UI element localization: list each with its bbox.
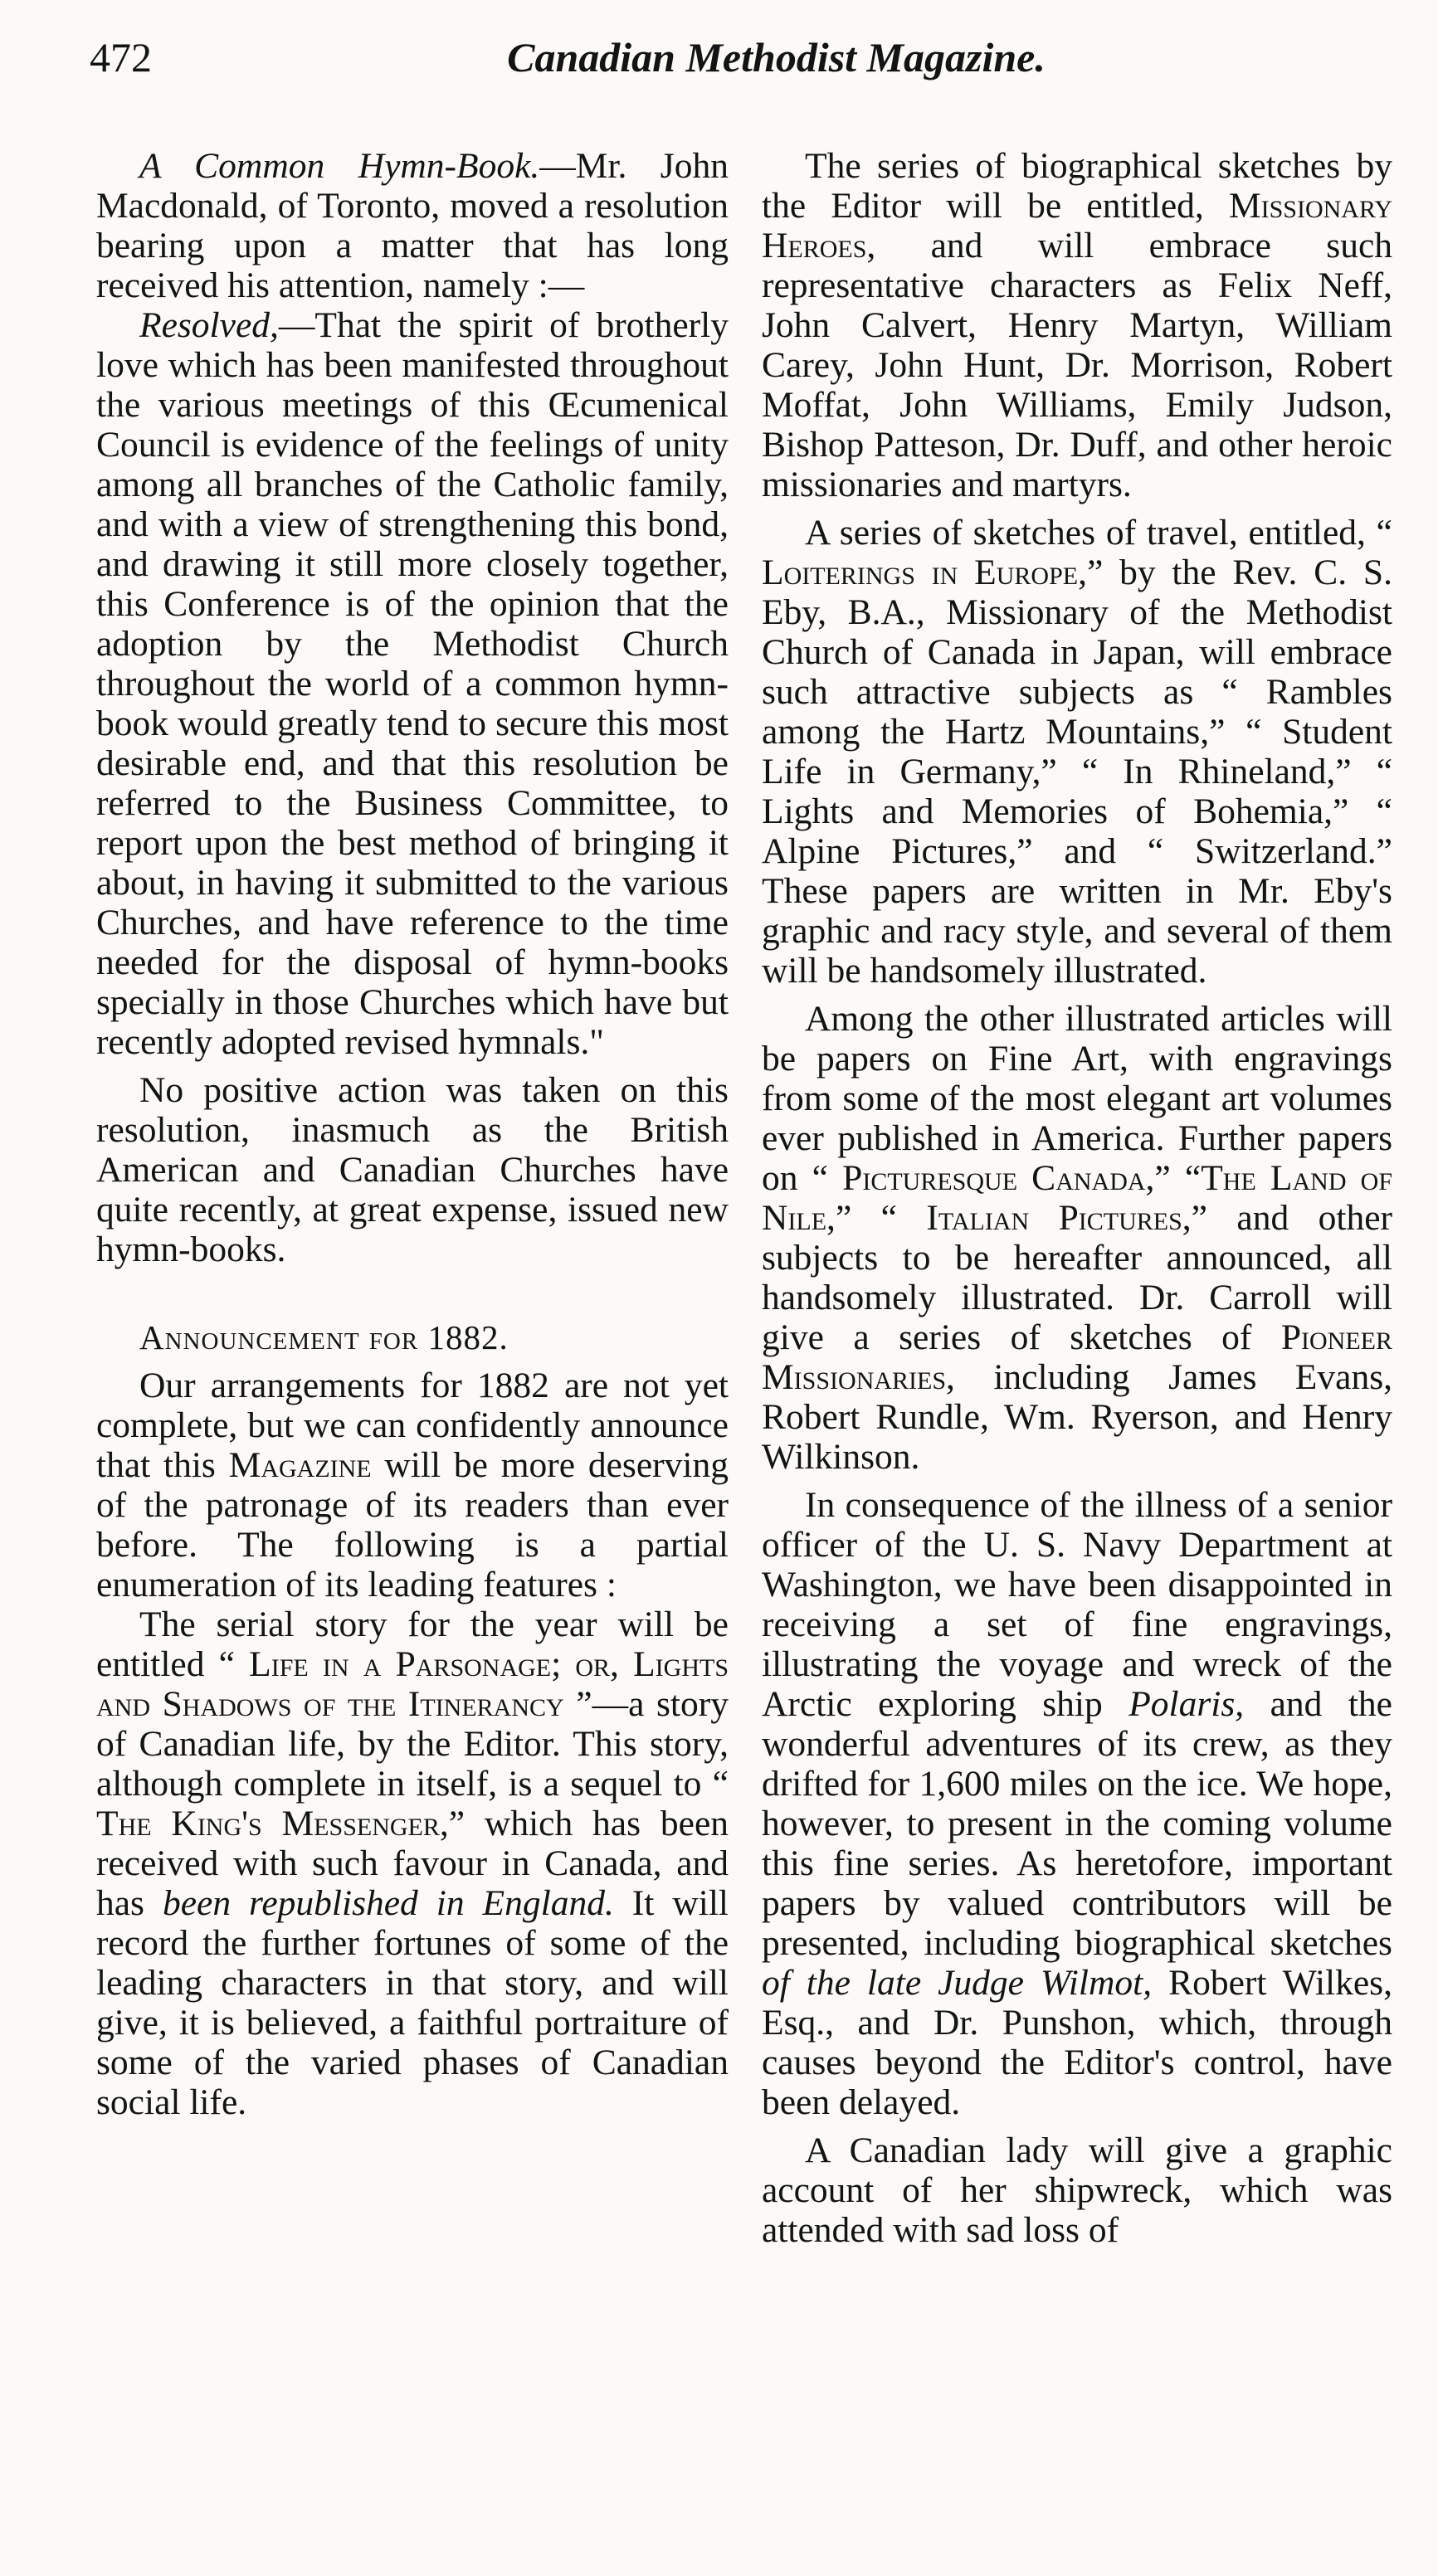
pioneer-missionaries-title: Pioneer Missionaries,	[762, 1317, 1392, 1397]
loiterings-title: Loiterings in Europe,	[762, 553, 1087, 592]
resolution-paragraph: Resolved,—That the spirit of brotherly love which has been manifested throughout the various meetings of this Œcumenical Council is evidence of the feelings of unity among all branches of the Catholic family, and with a view of strengthening this bond, and drawing it still more closely together, this Conference is of the opinion that the adoption by the Methodist Church throughout the world of a common hymn-book would greatly tend to secure this most desirable end, and that this resolution be referred to the Business Committee, to report upon the best method of bringing it about, in having it submitted to the various Churches, and have reference to the time needed for the disposal of hymn-books specially in those Churches which have but recently adopted revised hymnals."	[96, 305, 729, 1062]
arrangements-paragraph: Our arrangements for 1882 are not yet complete, but we can confidently announce that this Magazine will be more deserving of the patronage of its readers than ever before. The following is a partial enumeration of its leading features :	[96, 1366, 729, 1605]
missionary-heroes-title: Missionary Heroes,	[762, 186, 1392, 265]
fine-art-paragraph: Among the other illustrated articles will be papers on Fine Art, with engravings from some of the most elegant art volumes ever published in America. Further papers on “ Picturesque Canada,” “The Land of Nile,” “ Italian Pictures,” and other subjects to be hereafter announced, all handsomely illustrated. Dr. Carroll will give a series of sketches of Pioneer Missionaries, including James Evans, Robert Rundle, Wm. Ryerson, and Henry Wilkinson.	[762, 999, 1393, 1477]
journal-title: Canadian Methodist Magazine.	[507, 34, 1046, 80]
kings-messenger-title: The King's Messenger,	[96, 1804, 449, 1843]
italian-pictures-title: Italian Pictures,	[926, 1198, 1192, 1238]
announcement-heading: Announcement for 1882.	[139, 1318, 509, 1356]
no-action-paragraph: No positive action was taken on this resolution, inasmuch as the British American and Canadian Churches have quite recently, at great expense, issued new hymn-books.	[96, 1070, 729, 1269]
travel-paragraph: A series of sketches of travel, entitled, “ Loiterings in Europe,” by the Rev. C. S. Eby, B.A., Missionary of the Methodist Church of Canada in Japan, will embrace such attractive subjects as “ Rambles among the Hartz Mountains,” “ Student Life in Germany,” “ In Rhineland,” “ Lights and Memories of Bohemia,” “ Alpine Pictures,” and “ Switzerland.” These papers are written in Mr. Eby's graphic and racy style, and several of them will be handsomely illustrated.	[762, 513, 1392, 991]
land-of-nile-title: The Land of Nile,	[762, 1158, 1393, 1238]
magazine-name: Magazine	[228, 1445, 372, 1485]
left-column	[96, 146, 729, 2122]
polaris-ship-name: Polaris,	[1128, 1684, 1245, 1724]
hymn-book-heading: A Common Hymn-Book.	[139, 146, 540, 186]
page-number: 472	[90, 34, 152, 80]
serial-story-paragraph: The serial story for the year will be entitled “ Life in a Parsonage; or, Lights and Shadows of the Itinerancy ”—a story of Canadian life, by the Editor. This story, although complete in itself, is a sequel to “ The King's Messenger,” which has been received with such favour in Canada, and has been republished in England. It will record the further fortunes of some of the leading characters in that story, and will give, it is believed, a faithful portraiture of some of the varied phases of Canadian social life.	[96, 1605, 729, 2122]
hymn-book-paragraph: A Common Hymn-Book.—Mr. John Macdonald, of Toronto, moved a resolution bearing upon a matter that has long received his attention, namely :—	[96, 146, 729, 305]
resolved-lead: Resolved,	[139, 305, 279, 345]
shipwreck-paragraph: A Canadian lady will give a graphic account of her shipwreck, which was attended with sad loss of	[762, 2130, 1392, 2250]
running-head	[90, 33, 1363, 100]
serial-title: Life in a Parsonage; or, Lights and Shadows of the Itinerancy	[96, 1644, 729, 1724]
biographical-paragraph: The series of biographical sketches by the Editor will be entitled, Missionary Heroes, and will embrace such representative characters as Felix Neff, John Calvert, Henry Martyn, William Carey, John Hunt, Dr. Morrison, Robert Moffat, John Williams, Emily Judson, Bishop Patteson, Dr. Duff, and other heroic missionaries and martyrs.	[762, 146, 1392, 504]
right-column	[762, 146, 1392, 2250]
navy-paragraph: In consequence of the illness of a senior officer of the U. S. Navy Department at Washington, we have been disappointed in receiving a set of fine engravings, illustrating the voyage and wreck of the Arctic exploring ship Polaris, and the wonderful adventures of its crew, as they drifted for 1,600 miles on the ice. We hope, however, to present in the coming volume this fine series. As heretofore, important papers by valued contributors will be presented, including biographical sketches of the late Judge Wilmot, Robert Wilkes, Esq., and Dr. Punshon, which, through causes beyond the Editor's control, have been delayed.	[762, 1485, 1392, 2122]
picturesque-canada-title: Picturesque Canada,	[842, 1158, 1155, 1198]
